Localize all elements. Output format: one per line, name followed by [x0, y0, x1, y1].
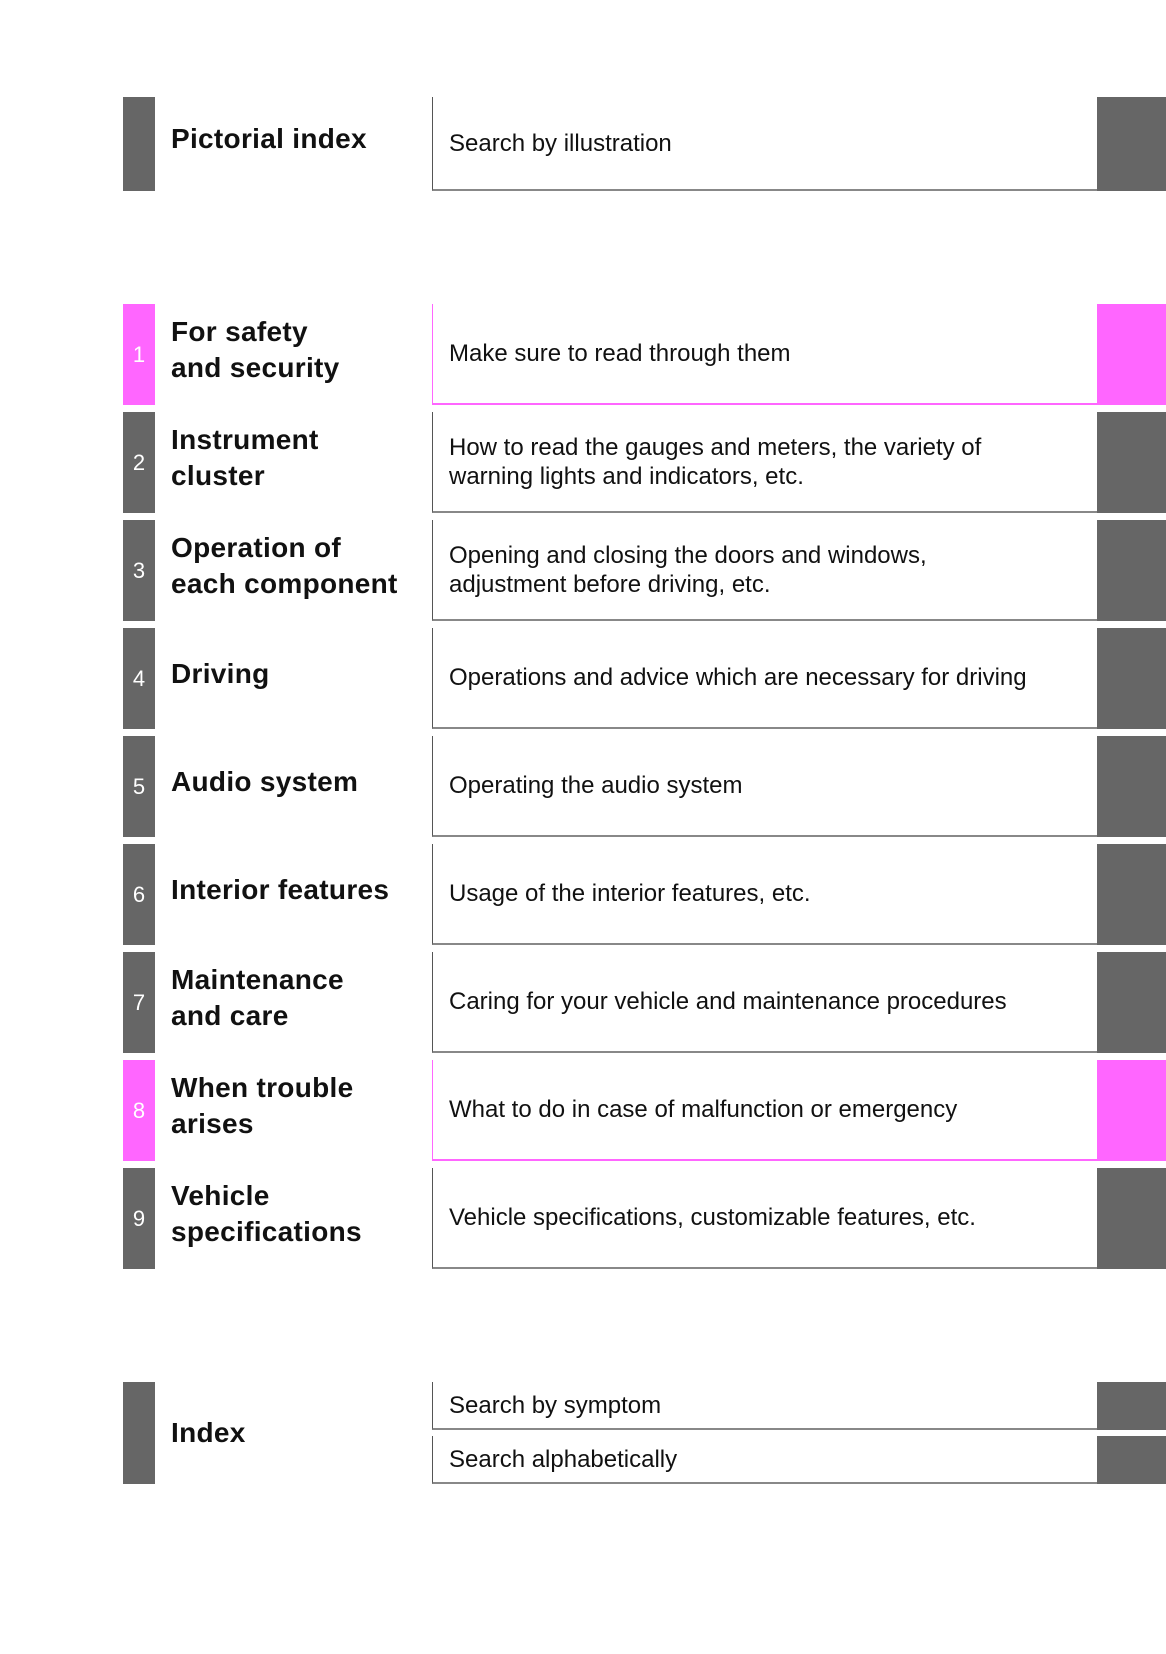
- chapter-7-tab-left: [123, 952, 155, 1053]
- chapter-8-number: 8: [132, 1097, 146, 1123]
- chapter-5-title[interactable]: Audio system: [171, 766, 359, 797]
- chapter-9-tab-left: [123, 1168, 155, 1269]
- chapter-9-title[interactable]: Vehicle specifications: [171, 1180, 362, 1247]
- chapter-7-title[interactable]: Maintenance and care: [171, 964, 344, 1031]
- chapter-2-tab-right[interactable]: [1097, 412, 1166, 513]
- chapter-4-tab-left: [123, 628, 155, 729]
- chapter-8-description[interactable]: What to do in case of malfunction or emergency: [432, 1060, 1097, 1161]
- chapter-4-number: 4: [132, 665, 146, 691]
- chapter-3-number: 3: [132, 557, 146, 583]
- chapter-2-number: 2: [132, 449, 146, 475]
- chapter-4-description[interactable]: Operations and advice which are necessary for driving: [432, 628, 1097, 729]
- chapter-6-description[interactable]: Usage of the interior features, etc.: [432, 844, 1097, 945]
- chapter-4-title[interactable]: Driving: [171, 658, 270, 689]
- chapter-7-tab-right[interactable]: [1097, 952, 1166, 1053]
- chapter-6-title[interactable]: Interior features: [171, 874, 390, 905]
- chapter-2-tab-left: [123, 412, 155, 513]
- chapter-5-description[interactable]: Operating the audio system: [432, 736, 1097, 837]
- pictorial-index-title[interactable]: Pictorial index: [171, 123, 367, 154]
- chapter-1-tab-left: [123, 304, 155, 405]
- chapter-9-number: 9: [132, 1205, 146, 1231]
- chapter-1-tab-right[interactable]: [1097, 304, 1166, 405]
- chapter-6-tab-left: [123, 844, 155, 945]
- chapter-1-title[interactable]: For safety and security: [171, 316, 340, 383]
- chapter-6-number: 6: [132, 881, 146, 907]
- chapter-1-description[interactable]: Make sure to read through them: [432, 304, 1097, 405]
- pictorial-tab-left: [123, 97, 155, 191]
- chapter-3-tab-right[interactable]: [1097, 520, 1166, 621]
- chapter-9-tab-right[interactable]: [1097, 1168, 1166, 1269]
- chapter-7-description[interactable]: Caring for your vehicle and maintenance procedures: [432, 952, 1097, 1053]
- chapter-3-description[interactable]: Opening and closing the doors and windows, adjustment before driving, etc.: [432, 520, 1097, 621]
- index-search-alphabetically[interactable]: Search alphabetically: [432, 1436, 1097, 1484]
- chapter-2-description[interactable]: How to read the gauges and meters, the variety of warning lights and indicators, etc.: [432, 412, 1097, 513]
- index-search-symptom[interactable]: Search by symptom: [432, 1382, 1097, 1430]
- pictorial-index-description[interactable]: Search by illustration: [432, 97, 1097, 191]
- chapter-5-tab-left: [123, 736, 155, 837]
- index-title[interactable]: Index: [171, 1417, 246, 1448]
- pictorial-tab-right[interactable]: [1097, 97, 1166, 191]
- chapter-8-tab-right[interactable]: [1097, 1060, 1166, 1161]
- chapter-2-title[interactable]: Instrument cluster: [171, 424, 319, 491]
- chapter-4-tab-right[interactable]: [1097, 628, 1166, 729]
- chapter-8-tab-left: [123, 1060, 155, 1161]
- chapter-6-tab-right[interactable]: [1097, 844, 1166, 945]
- index-alpha-tab-right[interactable]: [1097, 1436, 1166, 1484]
- index-tab-left: [123, 1382, 155, 1484]
- index-symptom-tab-right[interactable]: [1097, 1382, 1166, 1430]
- chapter-1-number: 1: [132, 341, 146, 367]
- chapter-8-title[interactable]: When trouble arises: [171, 1072, 354, 1139]
- chapter-3-title[interactable]: Operation of each component: [171, 532, 398, 599]
- chapter-3-tab-left: [123, 520, 155, 621]
- chapter-5-tab-right[interactable]: [1097, 736, 1166, 837]
- chapter-5-number: 5: [132, 773, 146, 799]
- chapter-9-description[interactable]: Vehicle specifications, customizable features, etc.: [432, 1168, 1097, 1269]
- chapter-7-number: 7: [132, 989, 146, 1015]
